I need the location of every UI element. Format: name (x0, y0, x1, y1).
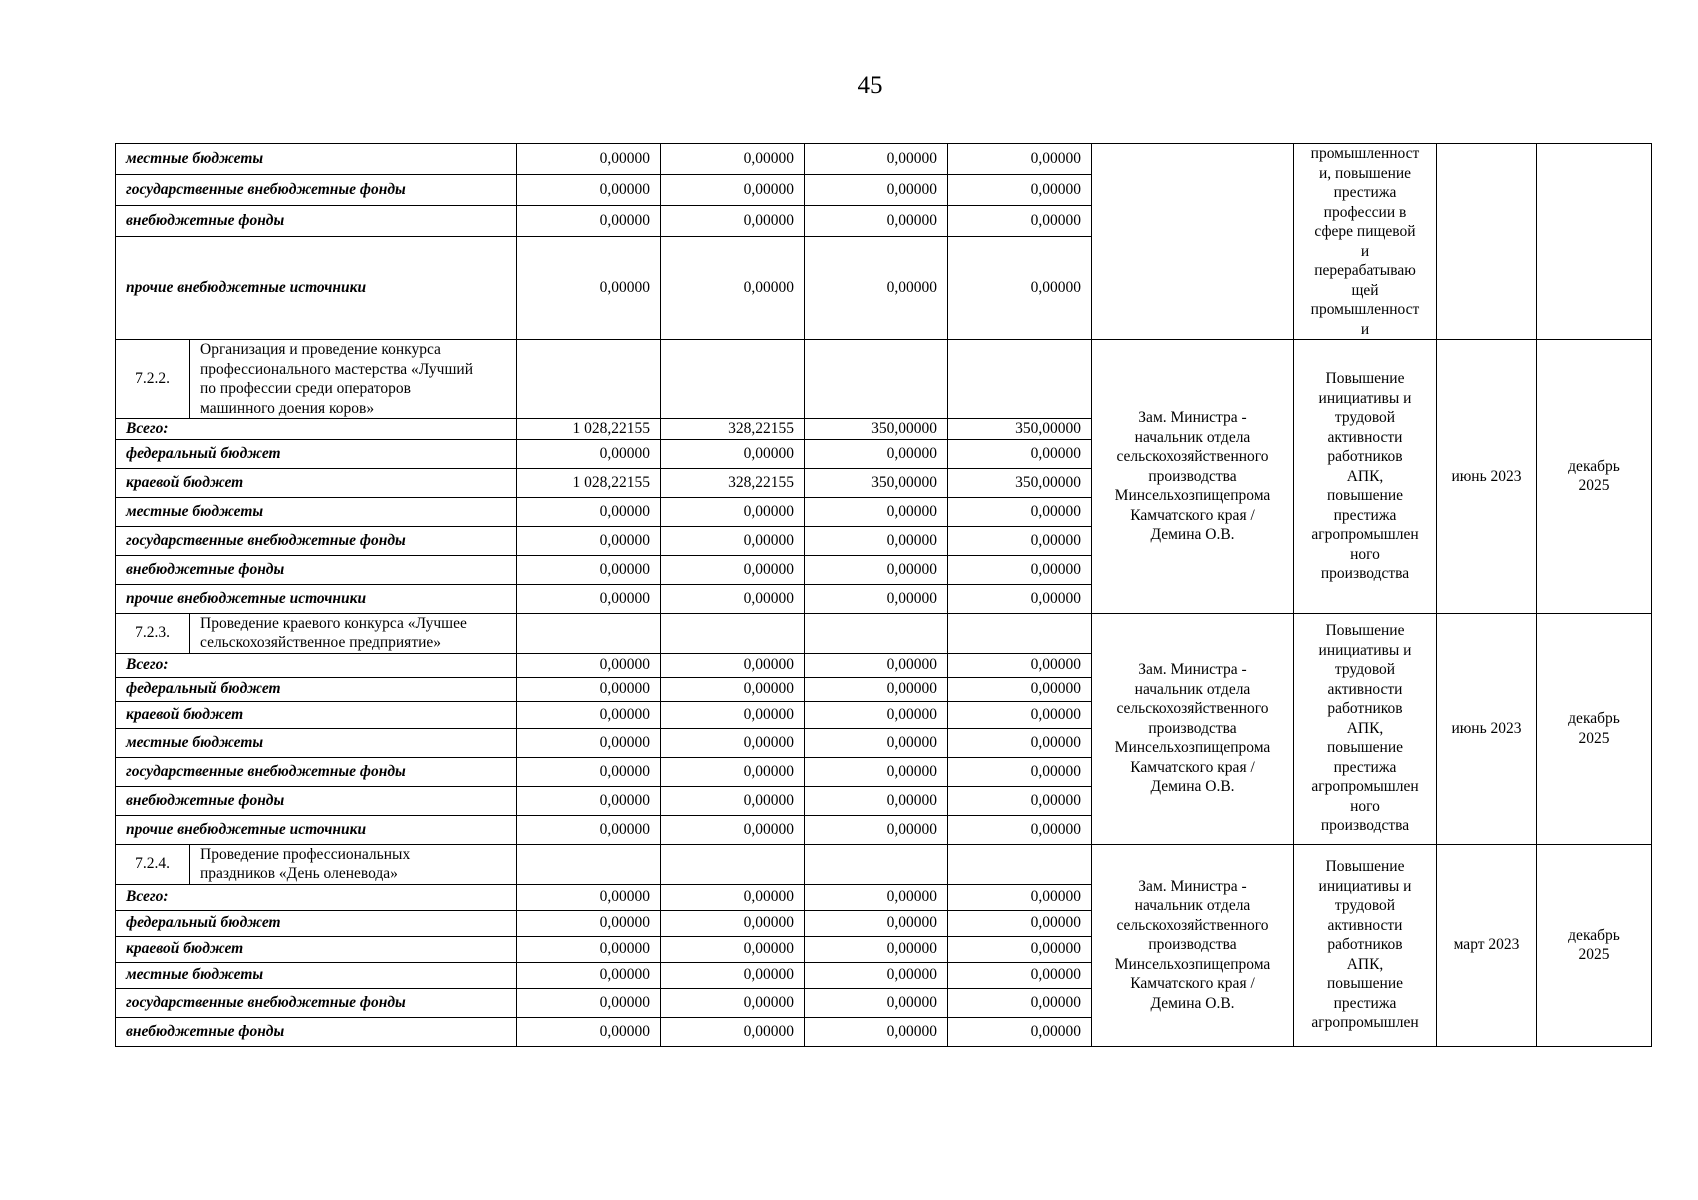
amount-cell (661, 613, 805, 653)
amount-cell: 0,00000 (661, 677, 805, 701)
end-date-cell (1537, 144, 1652, 340)
amount-cell: 0,00000 (661, 526, 805, 555)
section-name-line: Проведение профессиональных (200, 845, 411, 863)
amount-cell: 0,00000 (661, 205, 805, 236)
result-line: АПК, (1346, 467, 1384, 485)
amount-cell: 0,00000 (805, 884, 948, 910)
amount-cell: 0,00000 (517, 988, 661, 1017)
start-date-cell: июнь 2023 (1437, 613, 1537, 844)
amount-cell: 0,00000 (948, 526, 1092, 555)
amount-cell: 0,00000 (661, 962, 805, 988)
result-line: инициативы и (1318, 389, 1412, 407)
amount-cell: 0,00000 (948, 701, 1092, 728)
amount-cell: 350,00000 (948, 468, 1092, 497)
amount-cell: 0,00000 (661, 236, 805, 339)
amount-cell: 0,00000 (517, 701, 661, 728)
section-name-line: машинного доения коров» (200, 399, 375, 417)
result-line: сфере пищевой (1314, 223, 1416, 240)
result-line: трудовой (1334, 897, 1396, 915)
amount-cell: 0,00000 (948, 910, 1092, 936)
section-code: 7.2.3. (116, 613, 190, 653)
responsible-line: Демина О.В. (1150, 526, 1235, 543)
amount-cell: 0,00000 (517, 910, 661, 936)
responsible-line: Камчатского края / (1130, 758, 1255, 776)
end-date-cell (1537, 340, 1652, 614)
amount-cell: 0,00000 (661, 439, 805, 468)
row-label: государственные внебюджетные фонды (116, 988, 517, 1017)
amount-cell: 0,00000 (517, 144, 661, 175)
amount-cell: 0,00000 (661, 884, 805, 910)
amount-cell: 0,00000 (517, 174, 661, 205)
amount-cell: 0,00000 (661, 910, 805, 936)
budget-table (115, 143, 1652, 1047)
result-line: агропромышлен (1311, 1014, 1419, 1032)
responsible-line: Минсельхозпищепрома (1114, 739, 1271, 757)
amount-cell: 0,00000 (517, 677, 661, 701)
amount-cell: 328,22155 (661, 468, 805, 497)
amount-cell: 0,00000 (661, 653, 805, 677)
amount-cell: 0,00000 (805, 144, 948, 175)
result-line: активности (1327, 428, 1403, 446)
amount-cell: 0,00000 (805, 728, 948, 757)
responsible-line: сельскохозяйственного (1116, 916, 1269, 934)
result-line: инициативы и (1318, 641, 1412, 659)
result-line: агропромышлен (1311, 526, 1419, 543)
row-label: государственные внебюджетные фонды (116, 174, 517, 205)
result-line: престижа (1333, 184, 1397, 201)
responsible-line: начальник отдела (1134, 680, 1251, 698)
result-line: производства (1320, 565, 1410, 582)
amount-cell: 0,00000 (948, 728, 1092, 757)
result-line: и (1360, 320, 1370, 338)
amount-cell: 0,00000 (805, 936, 948, 962)
amount-cell: 0,00000 (805, 584, 948, 613)
result-line: работников (1327, 936, 1403, 954)
amount-cell: 0,00000 (805, 555, 948, 584)
section-name (190, 844, 517, 884)
amount-cell: 0,00000 (948, 653, 1092, 677)
result-line: активности (1327, 916, 1403, 934)
row-label: прочие внебюджетные источники (116, 584, 517, 613)
result-line: и, повышение (1318, 164, 1412, 182)
section-code: 7.2.2. (116, 340, 190, 419)
start-date-cell (1437, 144, 1537, 340)
amount-cell: 0,00000 (805, 962, 948, 988)
amount-cell: 350,00000 (805, 419, 948, 440)
row-label: федеральный бюджет (116, 910, 517, 936)
end-date-line: 2025 (1578, 946, 1610, 963)
amount-cell: 0,00000 (948, 144, 1092, 175)
amount-cell: 0,00000 (661, 728, 805, 757)
result-line: престижа (1333, 506, 1397, 524)
amount-cell: 328,22155 (661, 419, 805, 440)
row-label: местные бюджеты (116, 144, 517, 175)
responsible-line: Демина О.В. (1150, 994, 1235, 1012)
amount-cell: 0,00000 (661, 584, 805, 613)
amount-cell: 0,00000 (948, 1017, 1092, 1046)
start-date-cell: март 2023 (1437, 844, 1537, 1046)
row-label: краевой бюджет (116, 468, 517, 497)
result-line: трудовой (1334, 661, 1396, 679)
amount-cell: 0,00000 (517, 653, 661, 677)
row-label: прочие внебюджетные источники (116, 815, 517, 844)
amount-cell: 0,00000 (517, 962, 661, 988)
amount-cell (948, 340, 1092, 419)
amount-cell: 0,00000 (805, 526, 948, 555)
result-cell (1294, 613, 1437, 844)
responsible-line: производства (1148, 936, 1237, 954)
amount-cell: 0,00000 (517, 584, 661, 613)
row-label: внебюджетные фонды (116, 1017, 517, 1046)
amount-cell: 0,00000 (517, 526, 661, 555)
amount-cell: 0,00000 (661, 174, 805, 205)
result-line: перерабатываю (1314, 262, 1416, 279)
responsible-cell (1092, 340, 1294, 614)
amount-cell: 0,00000 (805, 677, 948, 701)
result-line: производства (1320, 817, 1410, 835)
amount-cell: 0,00000 (805, 236, 948, 339)
page-number: 45 (857, 72, 883, 99)
amount-cell: 0,00000 (517, 205, 661, 236)
amount-cell: 0,00000 (948, 584, 1092, 613)
amount-cell (805, 613, 948, 653)
result-line: инициативы и (1318, 877, 1412, 895)
end-date-cell (1537, 613, 1652, 844)
responsible-cell (1092, 144, 1294, 340)
amount-cell: 1 028,22155 (517, 468, 661, 497)
row-label: государственные внебюджетные фонды (116, 757, 517, 786)
result-cell (1294, 340, 1437, 614)
amount-cell: 0,00000 (517, 555, 661, 584)
section-code: 7.2.4. (116, 844, 190, 884)
amount-cell: 0,00000 (661, 815, 805, 844)
row-label: федеральный бюджет (116, 677, 517, 701)
amount-cell (661, 844, 805, 884)
amount-cell: 0,00000 (517, 786, 661, 815)
responsible-line: Камчатского края / (1130, 506, 1255, 524)
amount-cell: 1 028,22155 (517, 419, 661, 440)
row-label: внебюджетные фонды (116, 205, 517, 236)
amount-cell (661, 340, 805, 419)
responsible-cell (1092, 613, 1294, 844)
amount-cell: 0,00000 (948, 555, 1092, 584)
amount-cell: 0,00000 (805, 988, 948, 1017)
result-cell (1294, 144, 1437, 340)
result-line: престижа (1333, 994, 1397, 1012)
amount-cell: 0,00000 (805, 497, 948, 526)
amount-cell: 0,00000 (517, 757, 661, 786)
result-cell (1294, 844, 1437, 1046)
section-name-line: сельскохозяйственное предприятие» (200, 634, 442, 651)
result-line: ного (1350, 545, 1380, 563)
amount-cell: 350,00000 (948, 419, 1092, 440)
row-label: внебюджетные фонды (116, 786, 517, 815)
row-label: внебюджетные фонды (116, 555, 517, 584)
row-label: местные бюджеты (116, 497, 517, 526)
table-row (116, 613, 1652, 653)
amount-cell: 0,00000 (661, 786, 805, 815)
row-label: Всего: (116, 884, 517, 910)
row-label: краевой бюджет (116, 936, 517, 962)
result-line: трудовой (1334, 409, 1396, 426)
amount-cell (517, 613, 661, 653)
amount-cell: 0,00000 (948, 936, 1092, 962)
amount-cell: 0,00000 (805, 174, 948, 205)
amount-cell: 0,00000 (948, 757, 1092, 786)
amount-cell: 0,00000 (517, 439, 661, 468)
amount-cell: 0,00000 (948, 174, 1092, 205)
amount-cell: 0,00000 (661, 757, 805, 786)
responsible-line: сельскохозяйственного (1116, 448, 1269, 465)
amount-cell: 0,00000 (948, 962, 1092, 988)
end-date-line: декабрь (1568, 926, 1620, 944)
result-line: Повышение (1325, 858, 1405, 876)
amount-cell: 0,00000 (517, 936, 661, 962)
row-label: федеральный бюджет (116, 439, 517, 468)
section-name-line: Проведение краевого конкурса «Лучшее (200, 614, 467, 632)
amount-cell: 0,00000 (948, 497, 1092, 526)
result-line: АПК, (1346, 955, 1384, 973)
amount-cell: 0,00000 (805, 701, 948, 728)
amount-cell: 0,00000 (805, 653, 948, 677)
section-name (190, 613, 517, 653)
amount-cell: 0,00000 (805, 815, 948, 844)
section-name-line: профессионального мастерства «Лучший (200, 360, 473, 378)
amount-cell: 0,00000 (805, 757, 948, 786)
responsible-line: Камчатского края / (1130, 975, 1255, 993)
budget-table-body (116, 144, 1652, 1047)
row-label: Всего: (116, 653, 517, 677)
responsible-line: сельскохозяйственного (1116, 700, 1269, 718)
amount-cell: 0,00000 (661, 497, 805, 526)
amount-cell: 0,00000 (948, 786, 1092, 815)
amount-cell (948, 613, 1092, 653)
section-name (190, 340, 517, 419)
table-row (116, 340, 1652, 419)
start-date-cell: июнь 2023 (1437, 340, 1537, 614)
amount-cell: 0,00000 (805, 439, 948, 468)
result-line: повышение (1326, 975, 1404, 993)
responsible-line: Минсельхозпищепрома (1114, 955, 1271, 973)
amount-cell: 0,00000 (948, 884, 1092, 910)
amount-cell (805, 844, 948, 884)
amount-cell: 0,00000 (517, 497, 661, 526)
result-line: агропромышлен (1311, 778, 1419, 796)
section-name-line: праздников «День оленевода» (200, 865, 398, 882)
responsible-line: Демина О.В. (1150, 778, 1235, 796)
result-line: профессии в (1323, 203, 1407, 221)
amount-cell: 0,00000 (661, 1017, 805, 1046)
responsible-line: начальник отдела (1134, 428, 1251, 446)
responsible-line: производства (1148, 719, 1237, 737)
amount-cell: 0,00000 (805, 786, 948, 815)
result-line: активности (1327, 680, 1403, 698)
row-label: государственные внебюджетные фонды (116, 526, 517, 555)
amount-cell: 0,00000 (948, 677, 1092, 701)
row-label: краевой бюджет (116, 701, 517, 728)
section-name-line: по профессии среди операторов (200, 380, 411, 397)
amount-cell: 0,00000 (517, 236, 661, 339)
amount-cell: 0,00000 (948, 988, 1092, 1017)
responsible-line: Минсельхозпищепрома (1114, 487, 1271, 504)
result-line: Повышение (1325, 622, 1405, 640)
amount-cell: 0,00000 (661, 144, 805, 175)
amount-cell: 0,00000 (517, 815, 661, 844)
end-date-line: декабрь (1568, 457, 1620, 475)
amount-cell: 0,00000 (805, 205, 948, 236)
result-line: работников (1327, 700, 1403, 718)
amount-cell: 0,00000 (948, 205, 1092, 236)
result-line: повышение (1326, 739, 1404, 757)
result-line: престижа (1333, 758, 1397, 776)
row-label: местные бюджеты (116, 728, 517, 757)
amount-cell: 0,00000 (805, 1017, 948, 1046)
amount-cell: 0,00000 (661, 701, 805, 728)
result-line: и (1360, 242, 1370, 260)
end-date-cell (1537, 844, 1652, 1046)
responsible-cell (1092, 844, 1294, 1046)
amount-cell: 0,00000 (517, 884, 661, 910)
result-line: Повышение (1325, 370, 1405, 387)
amount-cell: 0,00000 (948, 236, 1092, 339)
amount-cell (517, 844, 661, 884)
end-date-line: 2025 (1578, 729, 1610, 747)
result-line: ного (1350, 797, 1380, 815)
amount-cell: 0,00000 (948, 439, 1092, 468)
amount-cell (805, 340, 948, 419)
responsible-line: Зам. Министра - (1138, 409, 1247, 426)
table-row (116, 144, 1652, 175)
responsible-line: начальник отдела (1134, 897, 1251, 915)
amount-cell (948, 844, 1092, 884)
result-line: щей (1351, 281, 1379, 299)
amount-cell: 0,00000 (517, 728, 661, 757)
amount-cell: 0,00000 (661, 988, 805, 1017)
row-label: Всего: (116, 419, 517, 440)
amount-cell: 0,00000 (661, 936, 805, 962)
end-date-line: декабрь (1568, 710, 1620, 727)
amount-cell: 0,00000 (661, 555, 805, 584)
row-label: прочие внебюджетные источники (116, 236, 517, 339)
amount-cell (517, 340, 661, 419)
amount-cell: 0,00000 (517, 1017, 661, 1046)
responsible-line: Зам. Министра - (1138, 661, 1247, 679)
amount-cell: 350,00000 (805, 468, 948, 497)
result-line: промышленност (1310, 145, 1420, 162)
amount-cell: 0,00000 (948, 815, 1092, 844)
result-line: работников (1327, 448, 1403, 465)
section-name-line: Организация и проведение конкурса (200, 341, 441, 358)
result-line: повышение (1326, 487, 1404, 504)
responsible-line: Зам. Министра - (1138, 877, 1247, 895)
result-line: промышленност (1310, 301, 1420, 318)
row-label: местные бюджеты (116, 962, 517, 988)
result-line: АПК, (1346, 719, 1384, 737)
table-row (116, 844, 1652, 884)
responsible-line: производства (1148, 467, 1237, 485)
amount-cell: 0,00000 (805, 910, 948, 936)
end-date-line: 2025 (1578, 477, 1610, 495)
